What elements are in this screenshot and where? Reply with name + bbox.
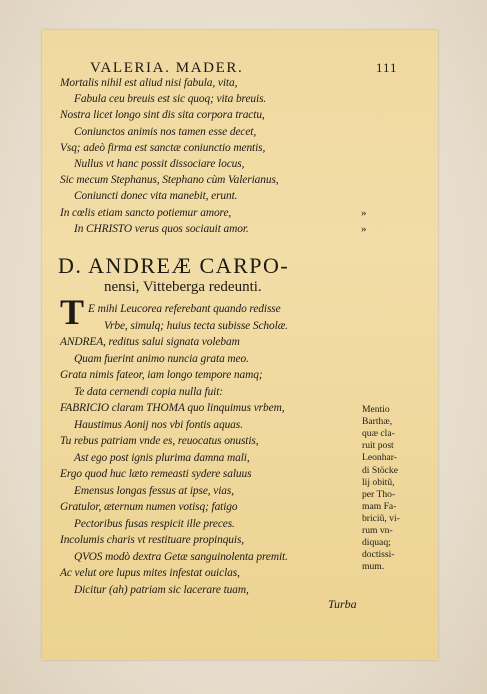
verse-line: ANDREA, reditus salui signata volebam bbox=[60, 336, 240, 348]
verse-line: QVOS modò dextra Getæ sanguinolenta premit. bbox=[74, 550, 288, 563]
verse-line: Grata nimis fateor, iam longo tempore namq; bbox=[60, 369, 263, 381]
verse-line: Coniuncti donec vita manebit, erunt. bbox=[74, 190, 238, 203]
verse-line: Tu rebus patriam vnde es, reuocatus onustis, bbox=[60, 435, 259, 447]
margin-note-line: diquaq; bbox=[362, 537, 391, 549]
margin-note-line: quæ cla- bbox=[362, 428, 395, 440]
catchword: Turba bbox=[328, 597, 357, 611]
margin-note-line: doctissi- bbox=[362, 549, 395, 561]
running-head: VALERIA. MADER. bbox=[90, 60, 244, 76]
verse-line: Sic mecum Stephanus, Stephano cùm Valerianus, bbox=[60, 174, 279, 187]
verse-line: Incolumis charis vt restituare propinquis, bbox=[60, 534, 245, 546]
verse-line: In cœlis etiam sancto potiemur amore, bbox=[60, 206, 232, 219]
verse-line: In CHRISTO verus quos sociauit amor. bbox=[74, 222, 249, 235]
verse-line: Te data cernendi copia nulla fuit: bbox=[74, 385, 223, 398]
poem-subheading: nensi, Vitteberga redeunti. bbox=[104, 279, 262, 295]
verse-line: Coniunctos animis nos tamen esse decet, bbox=[74, 125, 257, 138]
drop-cap: T bbox=[60, 292, 85, 332]
margin-note-line: di Stöcke bbox=[362, 464, 398, 476]
verse-line: E mihi Leucorea referebant quando redisse bbox=[88, 303, 281, 315]
verse-line: Vrbe, simulq; huius tecta subisse Scholæ. bbox=[104, 319, 288, 332]
margin-note-line: briciũ, vi- bbox=[362, 512, 400, 524]
margin-note-line: Barthæ, bbox=[362, 416, 393, 428]
verse-line: Pectoribus fusas respicit ille preces. bbox=[74, 517, 235, 530]
verse-line: Nullus vt hanc possit dissociare locus, bbox=[74, 158, 245, 170]
verse-line: Quam fuerint animo nuncia grata meo. bbox=[74, 352, 249, 365]
margin-note-line: Leonhar- bbox=[362, 452, 397, 464]
verse-line: Haustimus Aonij nos vbi fontis aquas. bbox=[74, 418, 243, 431]
verse-line: Ac velut ore lupus mites infestat ouiclas, bbox=[60, 567, 240, 579]
verse-line: Nostra licet longo sint dis sita corpora tractu, bbox=[60, 109, 265, 122]
verse-line: Ast ego post ignis plurima damna mali, bbox=[74, 451, 250, 464]
margin-note-line: rum vn- bbox=[362, 525, 393, 536]
poem-heading: D. ANDREÆ CARPO- bbox=[58, 253, 290, 278]
margin-note-line: mam Fa- bbox=[362, 500, 397, 512]
verse-line: Fabula ceu breuis est sic quoq; vita breuis. bbox=[74, 93, 267, 106]
margin-note-line: lij obitũ, bbox=[362, 476, 395, 488]
quote-mark: » bbox=[361, 223, 367, 235]
quote-mark: » bbox=[361, 207, 367, 219]
verse-line: Vsq; adeò firma est sanctæ coniunctio mentis, bbox=[60, 141, 266, 154]
verse-line: FABRICIO claram THOMA quo linquimus vrbem, bbox=[60, 402, 285, 414]
margin-note-line: per Tho- bbox=[362, 488, 396, 500]
verse-line: Dicitur (ah) patriam sic lacerare tuam, bbox=[74, 583, 249, 596]
margin-note-line: mum. bbox=[362, 561, 385, 573]
verse-line: Gratulor, æternum numen votisq; fatigo bbox=[60, 501, 238, 513]
verse-line: Mortalis nihil est aliud nisi fabula, vita, bbox=[60, 77, 238, 89]
margin-note-line: ruit post bbox=[362, 440, 394, 452]
margin-note-line: Mentio bbox=[362, 404, 390, 415]
verse-line: Ergo quod huc læto remeasti sydere saluus bbox=[60, 468, 252, 480]
verse-line: Emensus longas fessus at ipse, vias, bbox=[74, 484, 234, 497]
page-number: 111 bbox=[376, 60, 398, 75]
